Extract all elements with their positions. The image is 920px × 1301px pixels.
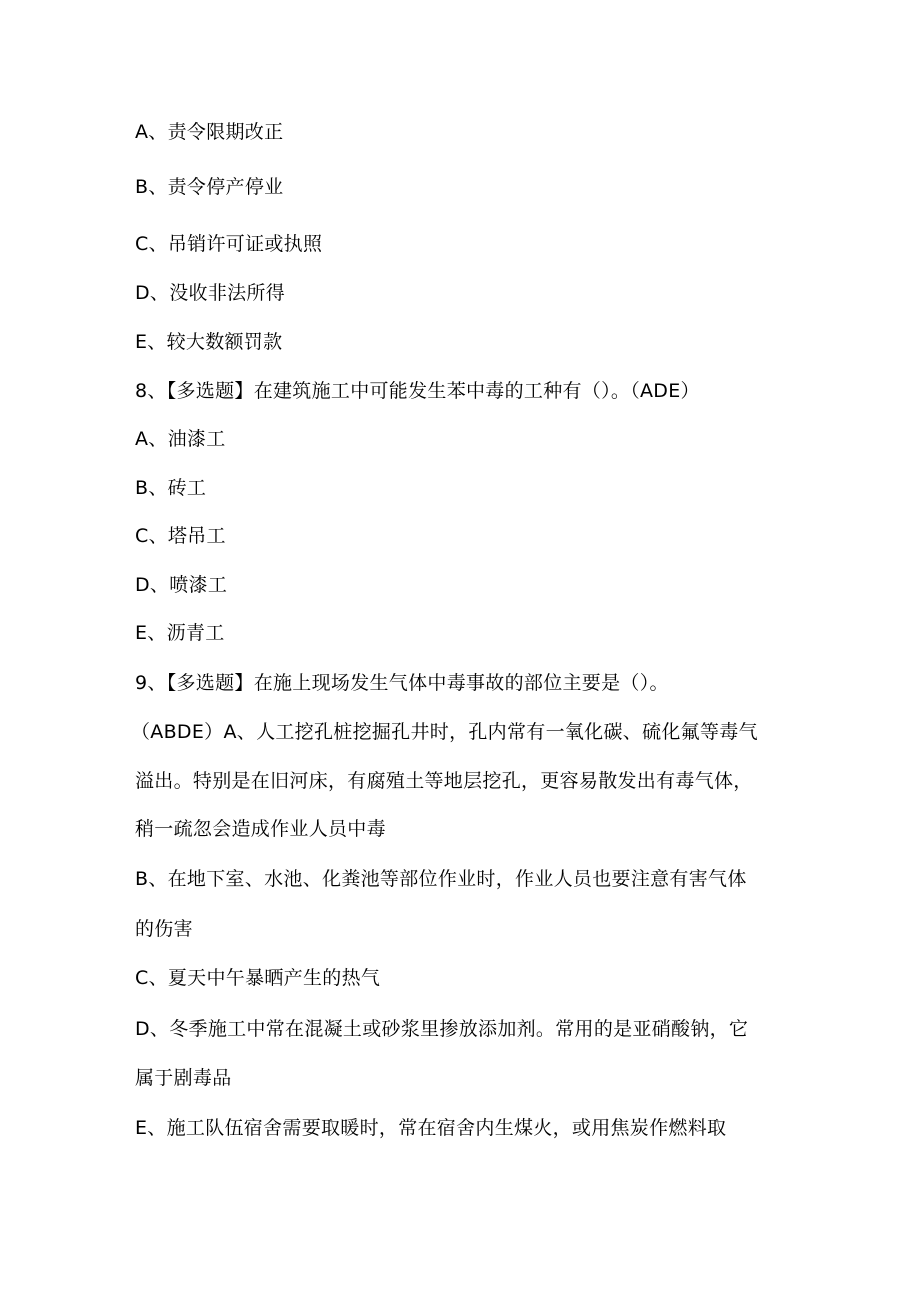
option-e-q7: E、较大数额罚款	[135, 331, 283, 353]
option-b-q7: B、责令停产停业	[135, 176, 284, 198]
option-d-q9-line-1: D、冬季施工中常在混凝土或砂浆里掺放添加剂。常用的是亚硝酸钠，它	[135, 1018, 749, 1040]
option-c-q7: C、吊销许可证或执照	[135, 233, 323, 255]
option-b-q9-line-2: 的伤害	[135, 918, 193, 940]
option-b-q9-line-1: B、在地下室、水池、化粪池等部位作业时，作业人员也要注意有害气体	[135, 868, 747, 890]
option-b-q8: B、砖工	[135, 477, 207, 499]
option-e-q8: E、沥青工	[135, 622, 225, 644]
option-c-q8: C、塔吊工	[135, 525, 226, 547]
option-d-q7: D、没收非法所得	[135, 282, 286, 304]
question-8: 8、【多选题】在建筑施工中可能发生苯中毒的工种有（）。（ADE）	[135, 380, 700, 402]
option-a-q8: A、油漆工	[135, 428, 226, 450]
option-e-q9-line-1: E、施工队伍宿舍需要取暖时，常在宿舍内生煤火，或用焦炭作燃料取	[135, 1117, 727, 1139]
option-d-q9-line-2: 属于剧毒品	[135, 1067, 232, 1089]
option-a-q7: A、责令限期改正	[135, 121, 284, 143]
option-a-q9-line-3: 稍一疏忽会造成作业人员中毒	[135, 818, 386, 840]
option-a-q9-line-2: 溢出。特别是在旧河床，有腐殖土等地层挖孔，更容易散发出有毒气体，	[135, 770, 753, 792]
option-d-q8: D、喷漆工	[135, 574, 228, 596]
answer-and-option-a-q9-line-1: （ABDE）A、人工挖孔桩挖掘孔井时，孔内常有一氧化碳、硫化氟等毒气	[131, 721, 758, 743]
question-9: 9、【多选题】在施上现场发生气体中毒事故的部位主要是（）。	[135, 672, 669, 694]
option-c-q9: C、夏天中午暴晒产生的热气	[135, 967, 381, 989]
